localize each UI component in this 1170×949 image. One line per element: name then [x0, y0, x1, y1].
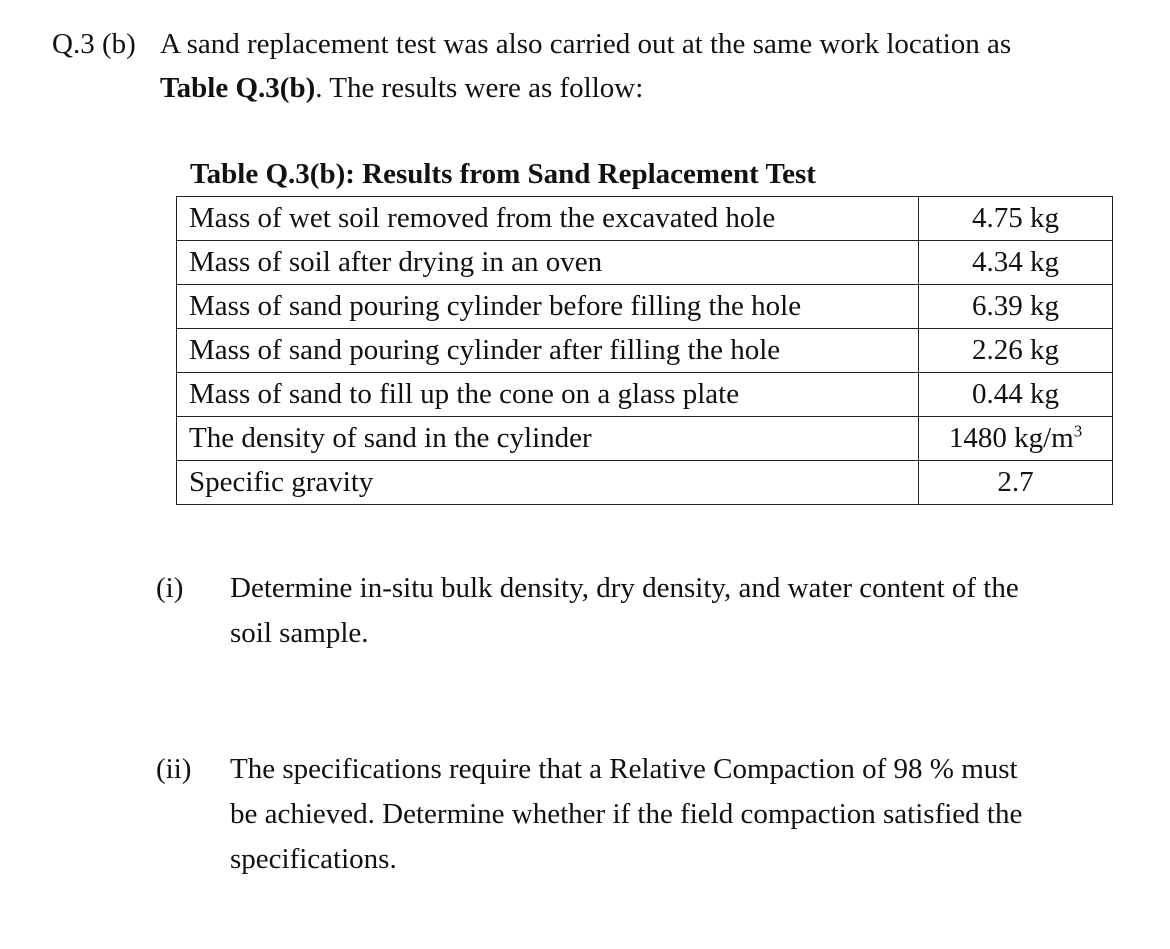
- table-cell-description: Specific gravity: [177, 461, 919, 505]
- table-cell-value: 2.7: [919, 461, 1113, 505]
- subquestion-number-ii: (ii): [156, 753, 192, 785]
- table-cell-value: 4.75 kg: [919, 197, 1113, 241]
- table-reference: Table Q.3(b): [160, 72, 316, 104]
- table-cell-description: Mass of wet soil removed from the excavated hole: [177, 197, 919, 241]
- table-title: Table Q.3(b): Results from Sand Replacement Test: [190, 158, 816, 190]
- subquestion-ii-line-1: The specifications require that a Relative Compaction of 98 % must: [230, 753, 1018, 785]
- table-cell-description: Mass of sand pouring cylinder after filling the hole: [177, 329, 919, 373]
- table-row: [177, 417, 1113, 461]
- density-unit-exponent: 3: [1073, 421, 1083, 441]
- question-text-line-1: A sand replacement test was also carried out at the same work location as: [160, 28, 1012, 60]
- subquestion-i-line-2: soil sample.: [230, 617, 369, 649]
- table-cell-value: [919, 417, 1113, 461]
- question-label: Q.3 (b): [52, 28, 136, 60]
- subquestion-number-i: (i): [156, 572, 184, 604]
- subquestion-ii-line-2: be achieved. Determine whether if the field compaction satisfied the: [230, 798, 1023, 830]
- subquestion-ii-line-3: specifications.: [230, 843, 397, 875]
- table-row: [177, 285, 1113, 329]
- question-text-line-2-rest: . The results were as follow:: [315, 72, 644, 104]
- table-row: [177, 373, 1113, 417]
- table-row: [177, 241, 1113, 285]
- density-value: 1480 kg/m: [948, 422, 1074, 454]
- table-cell-description: Mass of sand to fill up the cone on a glass plate: [177, 373, 919, 417]
- question-text-line-2: [160, 66, 1120, 110]
- table-cell-description: Mass of sand pouring cylinder before filling the hole: [177, 285, 919, 329]
- question-text: [160, 22, 1120, 110]
- results-table: [176, 196, 1113, 505]
- table-cell-value: 6.39 kg: [919, 285, 1113, 329]
- table-cell-description: The density of sand in the cylinder: [177, 417, 919, 461]
- subquestion-i-line-1: Determine in-situ bulk density, dry density, and water content of the: [230, 572, 1019, 604]
- subquestion-text-ii: [230, 747, 1120, 882]
- table-row: [177, 197, 1113, 241]
- table-cell-value: 4.34 kg: [919, 241, 1113, 285]
- subquestion-text-i: [230, 566, 1120, 656]
- table-row: [177, 461, 1113, 505]
- table-cell-description: Mass of soil after drying in an oven: [177, 241, 919, 285]
- table-cell-value: 2.26 kg: [919, 329, 1113, 373]
- table-row: [177, 329, 1113, 373]
- table-cell-value: 0.44 kg: [919, 373, 1113, 417]
